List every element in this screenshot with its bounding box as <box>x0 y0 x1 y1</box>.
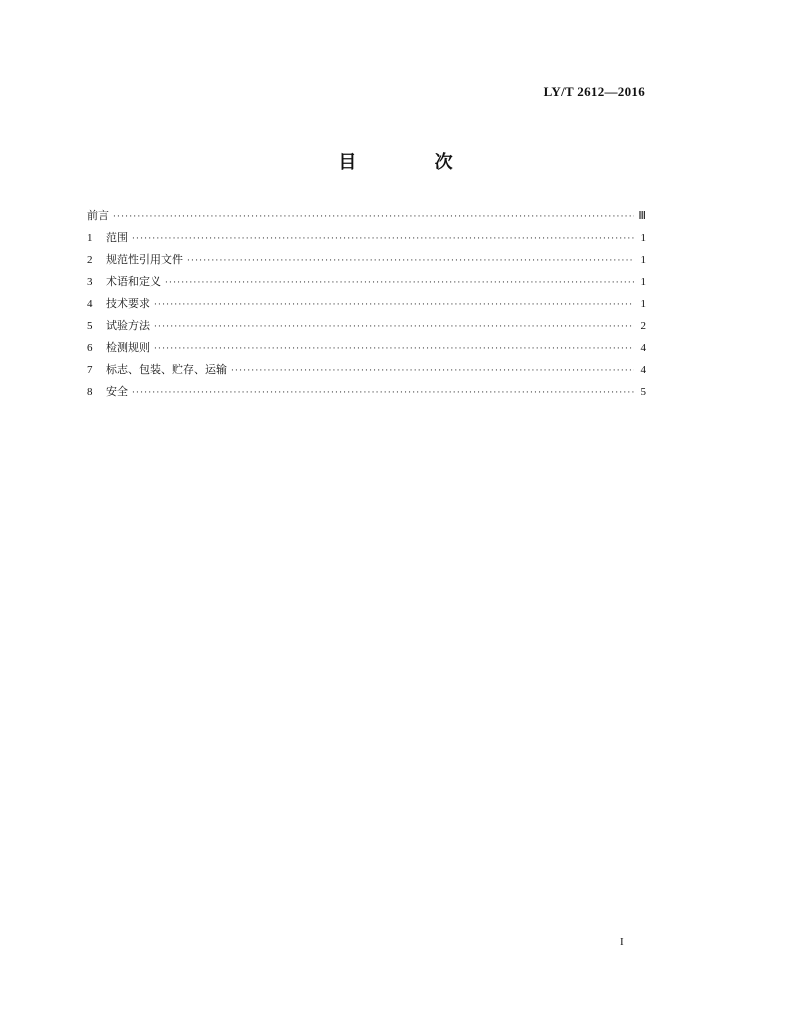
dot-leader <box>231 360 634 382</box>
toc-entry-title: 技术要求 <box>106 297 150 310</box>
toc-entry-title: 术语和定义 <box>106 275 161 288</box>
toc-entry-title: 前言 <box>87 209 109 222</box>
toc-entry-title: 范围 <box>106 231 128 244</box>
toc-entry-number: 1 <box>87 232 93 244</box>
toc-entry-4[interactable] <box>87 293 646 315</box>
toc-entry-title: 检测规则 <box>106 341 150 354</box>
dot-leader <box>154 338 634 360</box>
standard-code: LY/T 2612—2016 <box>543 84 645 99</box>
dot-leader <box>154 294 634 316</box>
toc-entry-page: 4 <box>640 364 646 376</box>
toc-entry-foreword[interactable] <box>87 205 646 227</box>
toc-entry-3[interactable] <box>87 271 646 293</box>
toc-entry-number: 6 <box>87 342 93 354</box>
toc-entry-page: 2 <box>640 320 646 332</box>
toc-entry-page: 1 <box>640 298 646 310</box>
toc-title: 目 次 <box>338 152 489 173</box>
toc-entry-5[interactable] <box>87 315 646 337</box>
toc-entry-number: 8 <box>87 386 93 398</box>
toc-entry-page: 1 <box>640 276 646 288</box>
toc-entry-title: 安全 <box>106 385 128 398</box>
dot-leader <box>154 316 634 338</box>
dot-leader <box>132 228 634 250</box>
toc-entry-8[interactable] <box>87 381 646 403</box>
dot-leader <box>113 206 634 228</box>
table-of-contents <box>87 205 646 403</box>
toc-entry-1[interactable] <box>87 227 646 249</box>
toc-entry-title: 试验方法 <box>106 319 150 332</box>
toc-entry-6[interactable] <box>87 337 646 359</box>
toc-entry-page: 4 <box>640 342 646 354</box>
toc-entry-title: 标志、包装、贮存、运输 <box>106 363 227 376</box>
toc-entry-page: 1 <box>640 254 646 266</box>
toc-entry-number: 7 <box>87 364 93 376</box>
dot-leader <box>165 272 634 294</box>
toc-entry-page: 1 <box>640 232 646 244</box>
toc-entry-7[interactable] <box>87 359 646 381</box>
toc-entry-number: 3 <box>87 276 93 288</box>
toc-entry-number: 2 <box>87 254 93 266</box>
toc-entry-2[interactable] <box>87 249 646 271</box>
dot-leader <box>187 250 634 272</box>
toc-entry-page: 5 <box>640 386 646 398</box>
dot-leader <box>132 382 634 404</box>
toc-entry-number: 4 <box>87 298 93 310</box>
page-number: I <box>620 936 624 948</box>
toc-entry-page: Ⅲ <box>638 210 646 222</box>
toc-entry-number: 5 <box>87 320 93 332</box>
toc-entry-title: 规范性引用文件 <box>106 253 183 266</box>
